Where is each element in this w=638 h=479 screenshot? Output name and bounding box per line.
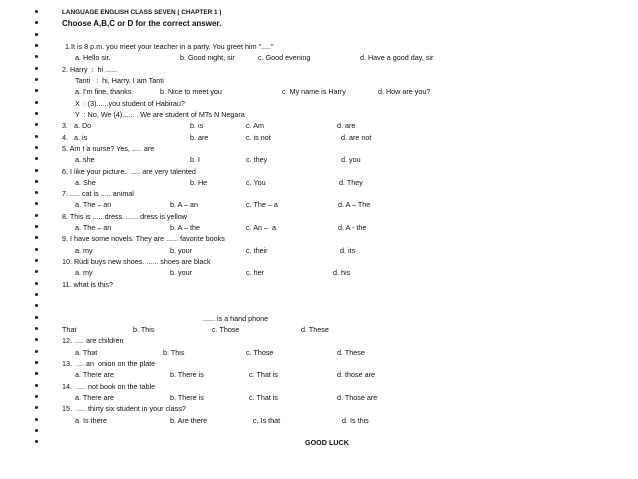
options-line	[0, 223, 638, 233]
question-line	[0, 314, 638, 324]
bullet-icon	[35, 214, 38, 217]
options-line	[0, 155, 638, 165]
answer-option: b. This	[163, 347, 185, 357]
options-line	[0, 325, 638, 335]
blank-line	[0, 31, 638, 41]
answer-option: a. The – an	[75, 223, 112, 233]
title-line	[0, 8, 638, 18]
question-text: 9. I have some novels. They are ...... favorite books	[62, 234, 225, 244]
answer-option: a. she	[75, 155, 95, 165]
question-line	[0, 234, 638, 244]
answer-option: c. Those	[246, 347, 274, 357]
answer-option: b. are	[190, 132, 209, 142]
bullet-icon	[35, 361, 38, 364]
bullet-icon	[35, 418, 38, 421]
title-text: LANGUAGE ENGLISH CLASS SEVEN ( CHAPTER 1 )	[62, 9, 222, 16]
answer-option: c. they	[246, 155, 268, 165]
bullet-icon	[35, 101, 38, 104]
answer-option: b. your	[170, 245, 192, 255]
question-text: 6. I like your picture. ..... are very talented	[62, 166, 196, 176]
answer-option: b. Nice to meet you	[160, 87, 222, 97]
closing-text: GOOD LUCK	[305, 438, 349, 448]
answer-option: b. is	[190, 121, 204, 131]
question-line	[0, 110, 638, 120]
answer-option: c. Is that	[253, 415, 281, 425]
bullet-icon	[35, 146, 38, 149]
bullet-icon	[35, 248, 38, 251]
bullet-icon	[35, 316, 38, 319]
answer-option: c. The – a	[246, 200, 278, 210]
answer-option: c. That is	[249, 370, 279, 380]
answer-option: b. A – an	[170, 200, 198, 210]
answer-option: a. my	[75, 268, 93, 278]
bullet-icon	[35, 191, 38, 194]
answer-option: 3. a. Do	[62, 121, 92, 131]
question-line	[0, 280, 638, 290]
blank-line	[0, 427, 638, 437]
answer-option: d. A – The	[338, 200, 371, 210]
question-line	[0, 189, 638, 199]
answer-option: d. those are	[337, 370, 375, 380]
bullet-icon	[35, 225, 38, 228]
bullet-icon	[35, 236, 38, 239]
options-line	[0, 268, 638, 278]
options-line	[0, 87, 638, 97]
answer-option: b. Are there	[170, 415, 208, 425]
answer-option: d. his	[333, 268, 351, 278]
answer-option: d. Those are	[337, 392, 378, 402]
options-line	[0, 348, 638, 358]
closing-line	[0, 438, 638, 448]
question-text: Y : No, We (4)...... . We are student of MTs N Negara	[75, 109, 245, 119]
question-line	[0, 257, 638, 267]
bullet-icon	[35, 180, 38, 183]
answer-option: d. A - the	[338, 223, 367, 233]
bullet-icon	[35, 10, 38, 13]
bullet-icon	[35, 89, 38, 92]
answer-option: d. These	[337, 347, 365, 357]
answer-option: d. They	[339, 177, 363, 187]
answer-option: a. There are	[75, 370, 115, 380]
question-text: 5. Am I a nurse? Yes, ..... are	[62, 143, 155, 153]
bullet-icon	[35, 202, 38, 205]
bullet-icon	[35, 44, 38, 47]
question-line	[0, 359, 638, 369]
answer-option: d. are not	[341, 132, 372, 142]
question-text: 2. Harry : hi ......	[62, 64, 118, 74]
question-line	[0, 99, 638, 109]
answer-option: c. An – a	[246, 223, 276, 233]
bullet-icon	[35, 327, 38, 330]
answer-option: c. Am	[246, 121, 264, 131]
bullet-icon	[35, 157, 38, 160]
question-text: 8. This is ......dress. ...... dress is yellow	[62, 211, 187, 221]
question-line	[0, 382, 638, 392]
bullet-icon	[35, 270, 38, 273]
answer-option: c. That is	[249, 392, 279, 402]
question-line	[0, 76, 638, 86]
answer-option: c. Good evening	[258, 53, 311, 63]
answer-option: b. This	[133, 325, 155, 334]
question-line	[0, 404, 638, 414]
question-text: X : (3)......you student of Habirau?	[75, 98, 185, 108]
bullet-icon	[35, 169, 38, 172]
bullet-icon	[35, 135, 38, 138]
question-text: ...... is a hand phone	[203, 313, 269, 323]
blank-line	[0, 291, 638, 301]
bullet-icon	[35, 384, 38, 387]
answer-option: d. its	[340, 245, 356, 255]
bullet-icon	[35, 406, 38, 409]
bullet-icon	[35, 21, 38, 24]
heading-line	[0, 19, 638, 29]
bullet-icon	[35, 372, 38, 375]
answer-option: d. How are you?	[378, 87, 431, 97]
options-line	[0, 246, 638, 256]
bullet-icon	[35, 78, 38, 81]
answer-option: a. The – an	[75, 200, 112, 210]
options-line	[0, 53, 638, 63]
bullet-icon	[35, 259, 38, 262]
question-line	[0, 336, 638, 346]
answer-option: a. She	[75, 177, 96, 187]
options-line	[0, 370, 638, 380]
answer-option: d. Have a good day, sir	[360, 53, 434, 63]
options-line	[0, 178, 638, 188]
answer-option: d. Is this	[342, 415, 369, 425]
answer-option: b. He	[190, 177, 208, 187]
bullet-icon	[35, 304, 38, 307]
question-text: 12. ..... are children	[62, 336, 124, 346]
options-line	[0, 393, 638, 403]
answer-option: d. These	[301, 325, 329, 334]
question-text: 14. ..... not book on the table	[62, 381, 156, 391]
bullet-icon	[35, 440, 38, 443]
bullet-icon	[35, 123, 38, 126]
question-text: 10. Rudi buys new shoes. ...... shoes are black	[62, 257, 211, 266]
answer-option: 4. a. is	[62, 132, 88, 142]
answer-option: c. her	[246, 268, 264, 278]
blank-line	[0, 302, 638, 312]
question-text: 1.It is 8 p.m. you meet your teacher in a party. You greet him “.....”	[65, 42, 274, 51]
bullet-icon	[35, 112, 38, 115]
answer-option: b. There is	[170, 392, 204, 402]
answer-option: c. is not	[246, 132, 271, 142]
question-text: 15. ..... thirty six student in your class?	[62, 404, 186, 414]
question-line	[0, 144, 638, 154]
options-line	[0, 200, 638, 210]
bullet-icon	[35, 395, 38, 398]
answer-option: d. you	[341, 155, 361, 165]
answer-option: d. are	[337, 121, 356, 131]
bullet-icon	[35, 429, 38, 432]
bullet-icon	[35, 293, 38, 296]
bullet-icon	[35, 338, 38, 341]
answer-option: b. A – the	[170, 223, 200, 233]
bullet-icon	[35, 67, 38, 70]
answer-option: b. Good night, sir	[180, 53, 235, 63]
answer-option: a. my	[75, 245, 93, 255]
answer-option: b. I	[190, 155, 200, 165]
answer-option: b. There is	[170, 370, 204, 380]
answer-option: a. That	[75, 347, 98, 357]
answer-option: c. You	[246, 177, 266, 187]
answer-option: a. Hello sir.	[75, 53, 111, 63]
answer-option: a. I’m fine, thanks	[75, 87, 132, 97]
question-text: 11. what is this?	[62, 279, 114, 289]
question-line	[0, 212, 638, 222]
answer-option: c. their	[246, 245, 268, 255]
question-line	[0, 167, 638, 177]
bullet-icon	[35, 350, 38, 353]
question-text: 13. .... an onion on the plate	[62, 358, 156, 368]
options-line	[0, 133, 638, 143]
answer-option: c. Those	[212, 325, 240, 334]
question-line	[0, 42, 638, 52]
answer-option: That	[62, 325, 77, 334]
answer-option: a. There are	[75, 392, 115, 402]
answer-option: c. My name is Harry	[282, 87, 346, 97]
options-line	[0, 416, 638, 426]
answer-option: b. your	[170, 268, 192, 278]
question-text: 7. ..... cat is ..... animal	[62, 189, 134, 199]
options-line	[0, 121, 638, 131]
bullet-icon	[35, 55, 38, 58]
bullet-icon	[35, 282, 38, 285]
bullet-icon	[35, 33, 38, 36]
heading-text: Choose A,B,C or D for the correct answer.	[62, 19, 222, 29]
question-line	[0, 65, 638, 75]
answer-option: a. Is there	[75, 415, 107, 425]
question-text: Tanti : hi, Harry. I am Tanti	[75, 75, 164, 85]
